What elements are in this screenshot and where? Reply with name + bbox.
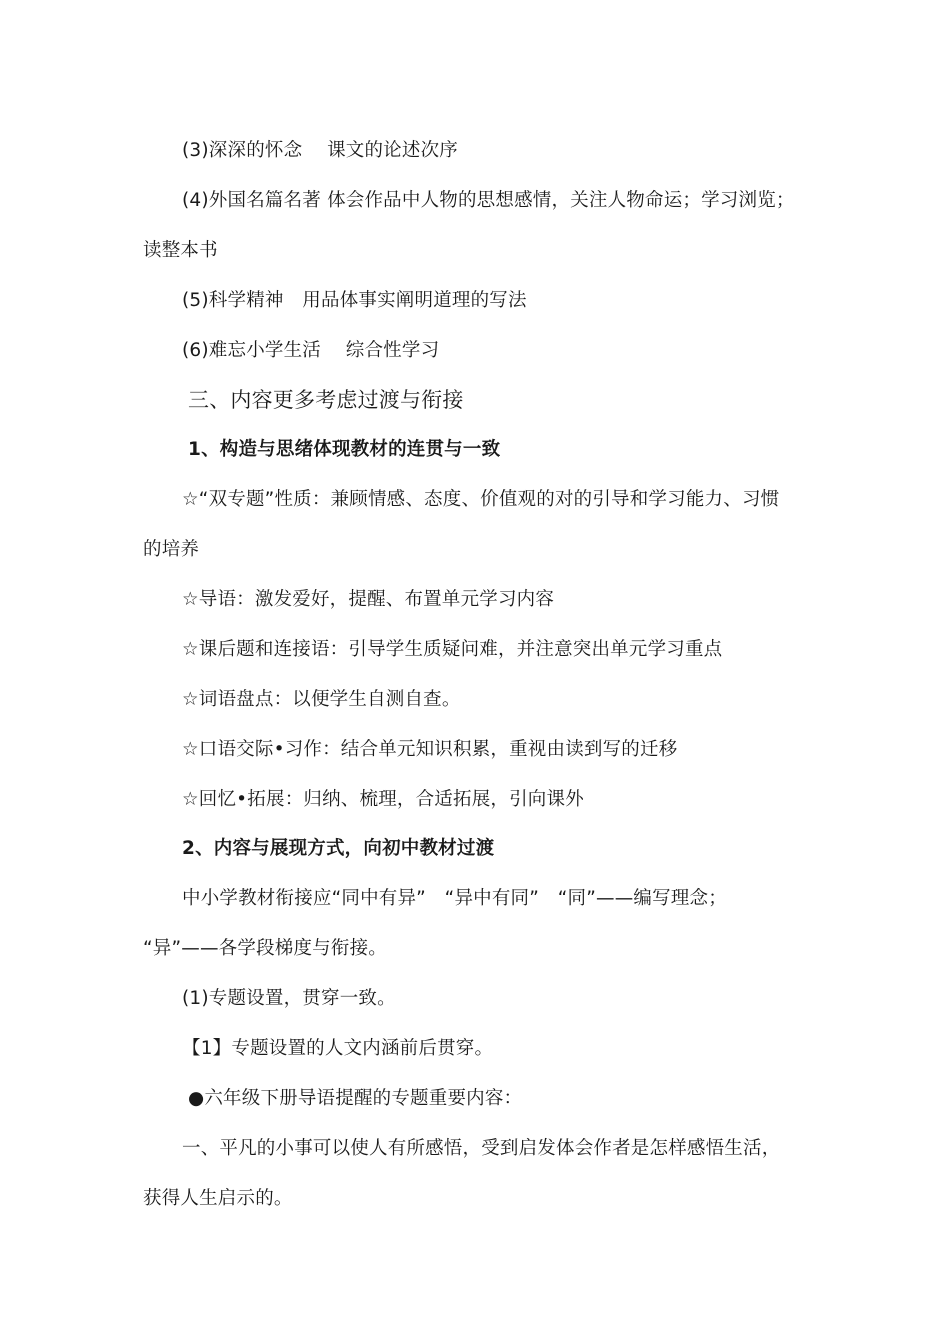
item-6-primary-school-life: (6)难忘小学生活 综合性学习 <box>182 340 440 361</box>
paragraph-connection-continuation: “异”——各学段梯度与衔接。 <box>143 938 387 959</box>
item-4-continuation: 读整本书 <box>143 240 218 261</box>
star-item-introduction: ☆导语：激发爱好，提醒、布置单元学习内容 <box>182 589 555 610</box>
item-5-science-spirit: (5)科学精神 用品体事实阐明道理的写法 <box>182 290 527 311</box>
star-item-vocabulary-review: ☆词语盘点：以便学生自测自查。 <box>182 689 461 710</box>
topic-one-ordinary-things: 一、平凡的小事可以使人有所感悟，受到启发体会作者是怎样感悟生活， <box>182 1138 781 1159</box>
paragraph-connection: 中小学教材衔接应“同中有异” “异中有同” “同”——编写理念； <box>182 888 727 909</box>
bullet-grade-six-topics: ●六年级下册导语提醒的专题重要内容： <box>188 1088 523 1109</box>
star-item-dual-topic-continuation: 的培养 <box>143 539 200 560</box>
subheading-transition-junior: 2、内容与展现方式，向初中教材过渡 <box>182 838 495 859</box>
item-1-topic-setting: (1)专题设置，贯穿一致。 <box>182 988 396 1009</box>
star-item-after-class-questions: ☆课后题和连接语：引导学生质疑问难，并注意突出单元学习重点 <box>182 639 723 660</box>
star-item-oral-writing: ☆口语交际•习作：结合单元知识积累，重视由读到写的迁移 <box>182 739 678 760</box>
item-4-foreign-classics: (4)外国名篇名著 体会作品中人物的思想感情，关注人物命运；学习浏览； <box>182 190 795 211</box>
section-heading-three: 三、内容更多考虑过渡与衔接 <box>188 388 464 412</box>
star-item-dual-topic: ☆“双专题”性质：兼顾情感、态度、价值观的对的引导和学习能力、习惯 <box>182 489 780 510</box>
item-3-deep-memory: (3)深深的怀念 课文的论述次序 <box>182 140 458 161</box>
subheading-structure-continuity: 1、构造与思绪体现教材的连贯与一致 <box>188 439 501 460</box>
star-item-review-extension: ☆回忆•拓展：归纳、梳理，合适拓展，引向课外 <box>182 789 584 810</box>
item-bracket-1-humanistic: 【1】专题设置的人文内涵前后贯穿。 <box>182 1038 494 1059</box>
topic-one-continuation: 获得人生启示的。 <box>143 1188 293 1209</box>
